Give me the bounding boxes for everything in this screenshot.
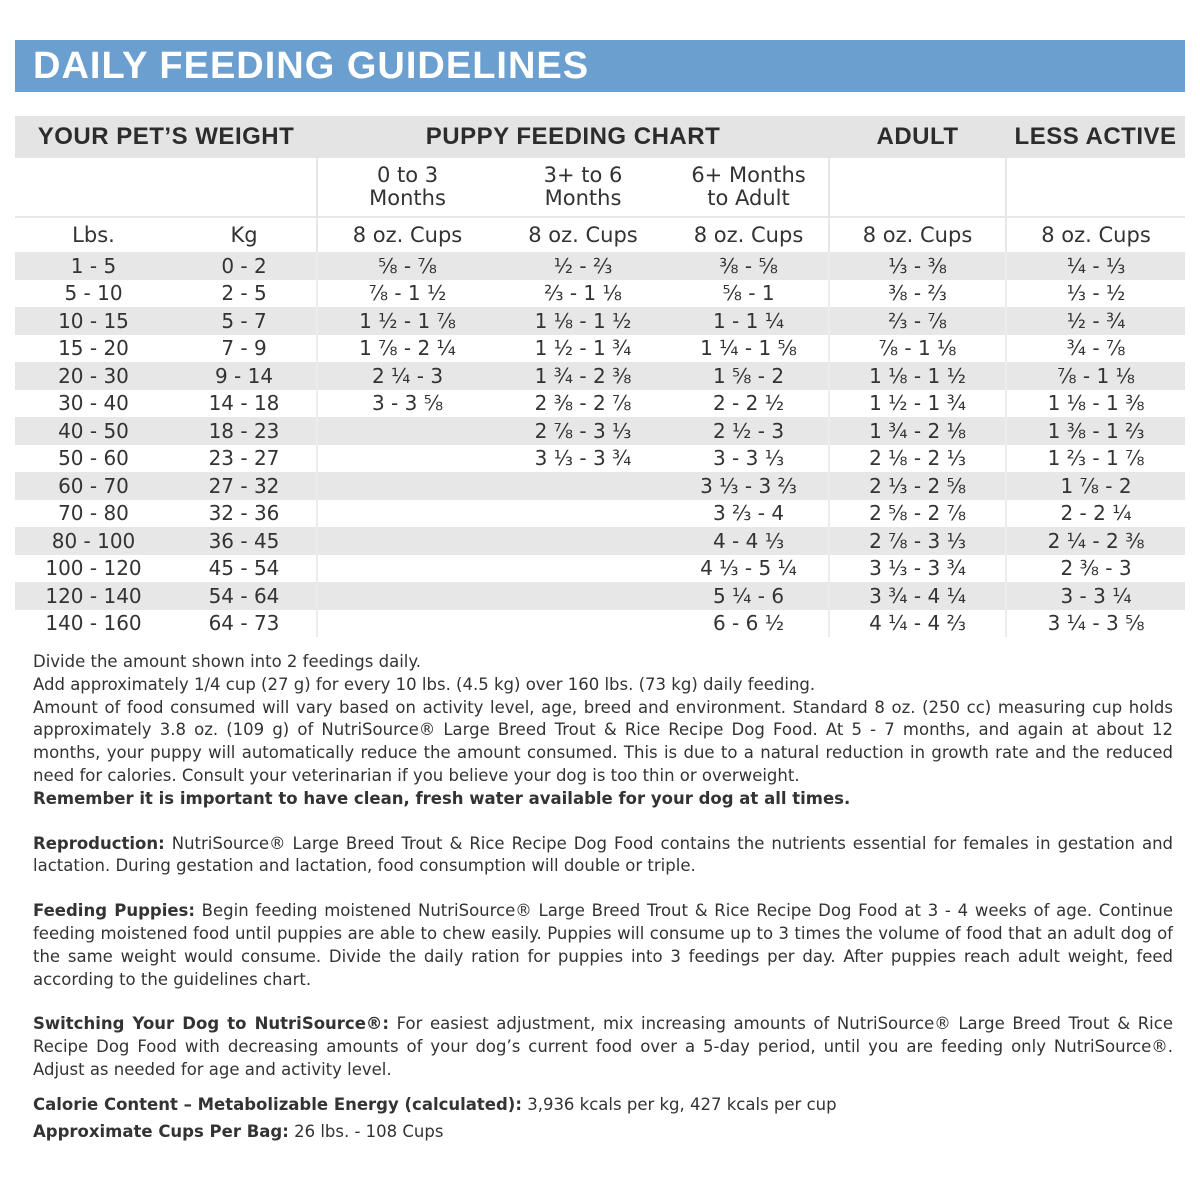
puppy-0-3-cell <box>317 610 497 638</box>
puppy-3-6-cell <box>497 500 669 528</box>
puppy-0-3-cell: 2 ¼ - 3 <box>317 362 497 390</box>
puppies-text: Begin feeding moistened NutriSource® Large Breed Trout & Rice Recipe Dog Food at 3 - 4 weeks of age. Continue feeding moistened food until puppies are able to chew easily. Puppies will consume up to 3 times the volume of food that an adult dog of the same weight would consume. Divide the daily ration for puppies into 3 feedings per day. After puppies reach adult weight, feed according to the guidelines chart. <box>33 901 1174 989</box>
puppy-header: PUPPY FEEDING CHART <box>317 116 829 158</box>
age-group-6-months-adult: 6+ Months to Adult <box>691 163 806 210</box>
table-row <box>15 280 1185 308</box>
puppy-0-3-cell <box>317 472 497 500</box>
reproduction-label: Reproduction: <box>33 833 165 853</box>
cups-text: 26 lbs. - 108 Cups <box>288 1121 444 1141</box>
switching-label: Switching Your Dog to NutriSource®: <box>33 1014 389 1034</box>
puppy-3-6-cell <box>497 555 669 583</box>
puppy-6-adult-cell: 2 ½ - 3 <box>669 417 829 445</box>
weight-lbs-cell: 40 - 50 <box>15 417 172 445</box>
weight-lbs-cell: 5 - 10 <box>64 281 123 306</box>
puppy-0-3-cell: 3 - 3 ⅝ <box>317 390 497 418</box>
puppies-paragraph <box>33 900 1173 991</box>
adult-cell: 2 ⅝ - 2 ⅞ <box>829 500 1006 528</box>
weight-kg-cell: 36 - 45 <box>172 527 317 555</box>
note-divide: Divide the amount shown into 2 feedings daily. <box>33 652 422 671</box>
less-active-cell: 1 ⅞ - 2 <box>1006 472 1185 500</box>
weight-lbs-cell: 20 - 30 <box>15 362 172 390</box>
adult-cell: 3 ⅓ - 3 ¾ <box>829 555 1006 583</box>
puppy-0-3-cell <box>317 527 497 555</box>
puppy-6-adult-cell: 5 ¼ - 6 <box>669 582 829 610</box>
table-row <box>15 582 1185 610</box>
weight-kg-cell: 27 - 32 <box>172 472 317 500</box>
adult-cell: 2 ⅛ - 2 ⅓ <box>829 445 1006 473</box>
puppy-6-adult-cell: 6 - 6 ½ <box>712 611 785 636</box>
puppy-3-6-cell: 1 ¾ - 2 ⅜ <box>497 362 669 390</box>
weight-kg-cell: 5 - 7 <box>172 307 317 335</box>
puppy-3-6-cell <box>497 527 669 555</box>
puppy-6-adult-cell: 1 - 1 ¼ <box>669 307 829 335</box>
age-blank-less-active <box>1006 158 1185 217</box>
table-row <box>15 252 1185 280</box>
less-active-cell: 1 ⅛ - 1 ⅜ <box>1006 390 1185 418</box>
table-row <box>15 335 1185 363</box>
puppy-3-6-cell <box>497 472 669 500</box>
weight-lbs-cell: 70 - 80 <box>58 501 129 526</box>
less-active-cell: ⅞ - 1 ⅛ <box>1006 362 1185 390</box>
table-row <box>15 417 1185 445</box>
weight-lbs-cell: 120 - 140 <box>15 582 172 610</box>
adult-cell: 3 ¾ - 4 ¼ <box>829 582 1006 610</box>
puppy-3-6-cell: ½ - ⅔ <box>497 252 669 280</box>
puppy-3-6-cell <box>497 610 669 638</box>
unit-kg: Kg <box>172 217 317 252</box>
unit-cups: 8 oz. Cups <box>1006 217 1185 252</box>
cups-label: Approximate Cups Per Bag: <box>33 1121 289 1141</box>
table-row <box>15 555 1185 583</box>
puppy-6-adult-cell: 4 - 4 ⅓ <box>669 527 829 555</box>
puppy-0-3-cell <box>317 417 497 445</box>
page-title: DAILY FEEDING GUIDELINES <box>33 45 590 87</box>
less-active-cell: 3 ¼ - 3 ⅝ <box>1006 610 1185 638</box>
puppy-3-6-cell <box>497 582 669 610</box>
table-row <box>15 390 1185 418</box>
table-row <box>15 500 1185 528</box>
table-row <box>15 527 1185 555</box>
age-blank-cell <box>15 158 317 217</box>
unit-row <box>15 217 1185 252</box>
puppy-6-adult-cell: 2 - 2 ½ <box>712 391 785 416</box>
switching-paragraph <box>33 1013 1173 1081</box>
weight-kg-cell: 7 - 9 <box>221 336 267 361</box>
adult-cell: ⅓ - ⅜ <box>829 252 1006 280</box>
puppy-6-adult-cell: 1 ⅝ - 2 <box>669 362 829 390</box>
puppy-6-adult-cell: 3 ⅓ - 3 ⅔ <box>669 472 829 500</box>
unit-cups: 8 oz. Cups <box>669 217 829 252</box>
feeding-table <box>15 116 1185 637</box>
table-row <box>15 445 1185 473</box>
adult-cell: ⅜ - ⅔ <box>829 280 1006 308</box>
puppy-0-3-cell: ⅞ - 1 ½ <box>317 280 497 308</box>
switching-text: For easiest adjustment, mix increasing amounts of NutriSource® Large Breed Trout & Rice Recipe Dog Food with decreasing amounts of your dog’s current food over a 5-day period, until you are feeding only NutriSource®. Adjust as needed for age and activity level. <box>33 1014 1173 1079</box>
puppy-6-adult-cell: 3 - 3 ⅓ <box>712 446 785 471</box>
puppy-0-3-cell: ⅝ - ⅞ <box>317 252 497 280</box>
weight-kg-cell: 0 - 2 <box>172 252 317 280</box>
weight-lbs-cell: 30 - 40 <box>58 391 129 416</box>
weight-kg-cell: 9 - 14 <box>172 362 317 390</box>
table-row <box>15 307 1185 335</box>
adult-cell: ⅞ - 1 ⅛ <box>829 335 1006 363</box>
less-active-cell: ¼ - ⅓ <box>1006 252 1185 280</box>
puppies-label: Feeding Puppies: <box>33 901 195 921</box>
note-amount: Amount of food consumed will vary based on activity level, age, breed and environment. Standard 8 oz. (250 cc) measuring cup holds approximately 3.8 oz. (109 g) of NutriSource® Large Breed Trout & Rice Recipe Dog Food. At 5 - 7 months, and again at about 12 months, your puppy will automatically reduce the amount consumed. This is due to a natural reduction in growth rate and the reduced need for calories. Consult your veterinarian if you believe your dog is too thin or overweight. <box>33 697 1173 785</box>
less-active-cell: 1 ⅜ - 1 ⅔ <box>1006 417 1185 445</box>
weight-kg-cell: 32 - 36 <box>208 501 280 526</box>
puppy-0-3-cell: 1 ½ - 1 ⅞ <box>317 307 497 335</box>
reproduction-text: NutriSource® Large Breed Trout & Rice Recipe Dog Food contains the nutrients essential for females in gestation and lactation. During gestation and lactation, food consumption will double or triple. <box>33 833 1173 876</box>
table-row <box>15 472 1185 500</box>
weight-kg-cell: 14 - 18 <box>208 391 280 416</box>
less-active-cell: 2 - 2 ¼ <box>1006 500 1185 528</box>
puppy-0-3-cell <box>317 500 497 528</box>
unit-cups: 8 oz. Cups <box>317 217 497 252</box>
weight-lbs-cell: 10 - 15 <box>15 307 172 335</box>
weight-lbs-cell: 15 - 20 <box>58 336 129 361</box>
title-banner <box>15 40 1185 92</box>
age-group-0-3-months: 0 to 3 Months <box>317 158 497 217</box>
less-active-cell: ¾ - ⅞ <box>1006 335 1185 363</box>
puppy-6-adult-cell: 4 ⅓ - 5 ¼ <box>700 556 797 581</box>
puppy-0-3-cell <box>317 582 497 610</box>
reproduction-paragraph <box>33 833 1173 879</box>
table-row <box>15 610 1185 638</box>
table-header-row <box>15 116 1185 158</box>
puppy-0-3-cell <box>317 555 497 583</box>
puppy-0-3-cell: 1 ⅞ - 2 ¼ <box>317 335 497 363</box>
less-active-cell: 1 ⅔ - 1 ⅞ <box>1006 445 1185 473</box>
puppy-3-6-cell: 1 ½ - 1 ¾ <box>534 336 632 361</box>
unit-cups: 8 oz. Cups <box>829 217 1006 252</box>
puppy-6-adult-cell: ⅜ - ⅝ <box>669 252 829 280</box>
less-active-header: LESS ACTIVE <box>1006 116 1185 158</box>
unit-lbs: Lbs. <box>15 217 172 252</box>
weight-lbs-cell: 140 - 160 <box>45 611 142 636</box>
puppy-3-6-cell: 1 ⅛ - 1 ½ <box>497 307 669 335</box>
adult-header: ADULT <box>829 116 1006 158</box>
puppy-3-6-cell: ⅔ - 1 ⅛ <box>544 281 622 306</box>
weight-lbs-cell: 100 - 120 <box>45 556 142 581</box>
puppy-6-adult-cell: ⅝ - 1 <box>722 281 775 306</box>
weight-lbs-cell: 1 - 5 <box>15 252 172 280</box>
weight-kg-cell: 18 - 23 <box>172 417 317 445</box>
age-group-3-6-months: 3+ to 6 Months <box>543 163 623 210</box>
puppy-6-adult-cell: 1 ¼ - 1 ⅝ <box>700 336 797 361</box>
cups-per-bag-line <box>33 1121 1173 1144</box>
weight-kg-cell: 64 - 73 <box>208 611 280 636</box>
less-active-cell: ⅓ - ½ <box>1006 280 1185 308</box>
puppy-3-6-cell: 2 ⅞ - 3 ⅓ <box>497 417 669 445</box>
weight-lbs-cell: 50 - 60 <box>58 446 129 471</box>
weight-lbs-cell: 60 - 70 <box>15 472 172 500</box>
adult-cell: 2 ⅞ - 3 ⅓ <box>829 527 1006 555</box>
feeding-notes <box>33 651 1173 1143</box>
puppy-3-6-cell: 2 ⅜ - 2 ⅞ <box>534 391 632 416</box>
age-blank-adult <box>829 158 1006 217</box>
unit-cups: 8 oz. Cups <box>497 217 669 252</box>
adult-cell: 1 ¾ - 2 ⅛ <box>829 417 1006 445</box>
adult-cell: ⅔ - ⅞ <box>829 307 1006 335</box>
calorie-label: Calorie Content – Metabolizable Energy (calculated): <box>33 1094 522 1114</box>
less-active-cell: 2 ¼ - 2 ⅜ <box>1006 527 1185 555</box>
adult-cell: 1 ½ - 1 ¾ <box>829 390 1006 418</box>
weight-kg-cell: 45 - 54 <box>208 556 280 581</box>
table-row <box>15 362 1185 390</box>
age-group-row <box>15 158 1185 217</box>
less-active-cell: ½ - ¾ <box>1006 307 1185 335</box>
weight-kg-cell: 2 - 5 <box>221 281 267 306</box>
less-active-cell: 3 - 3 ¼ <box>1006 582 1185 610</box>
puppy-6-adult-cell: 3 ⅔ - 4 <box>712 501 785 526</box>
adult-cell: 4 ¼ - 4 ⅔ <box>829 610 1006 638</box>
note-add-cups: Add approximately 1/4 cup (27 g) for every 10 lbs. (4.5 kg) over 160 lbs. (73 kg) daily feeding. <box>33 674 816 694</box>
less-active-cell: 2 ⅜ - 3 <box>1006 555 1185 583</box>
weight-kg-cell: 23 - 27 <box>208 446 280 471</box>
calorie-line <box>33 1094 1173 1117</box>
calorie-text: 3,936 kcals per kg, 427 kcals per cup <box>521 1094 837 1114</box>
puppy-0-3-cell <box>317 445 497 473</box>
adult-cell: 2 ⅓ - 2 ⅝ <box>829 472 1006 500</box>
weight-lbs-cell: 80 - 100 <box>15 527 172 555</box>
weight-header: YOUR PET’S WEIGHT <box>15 116 317 158</box>
weight-kg-cell: 54 - 64 <box>172 582 317 610</box>
note-water: Remember it is important to have clean, fresh water available for your dog at all times. <box>33 788 851 808</box>
adult-cell: 1 ⅛ - 1 ½ <box>829 362 1006 390</box>
puppy-3-6-cell: 3 ⅓ - 3 ¾ <box>534 446 632 471</box>
